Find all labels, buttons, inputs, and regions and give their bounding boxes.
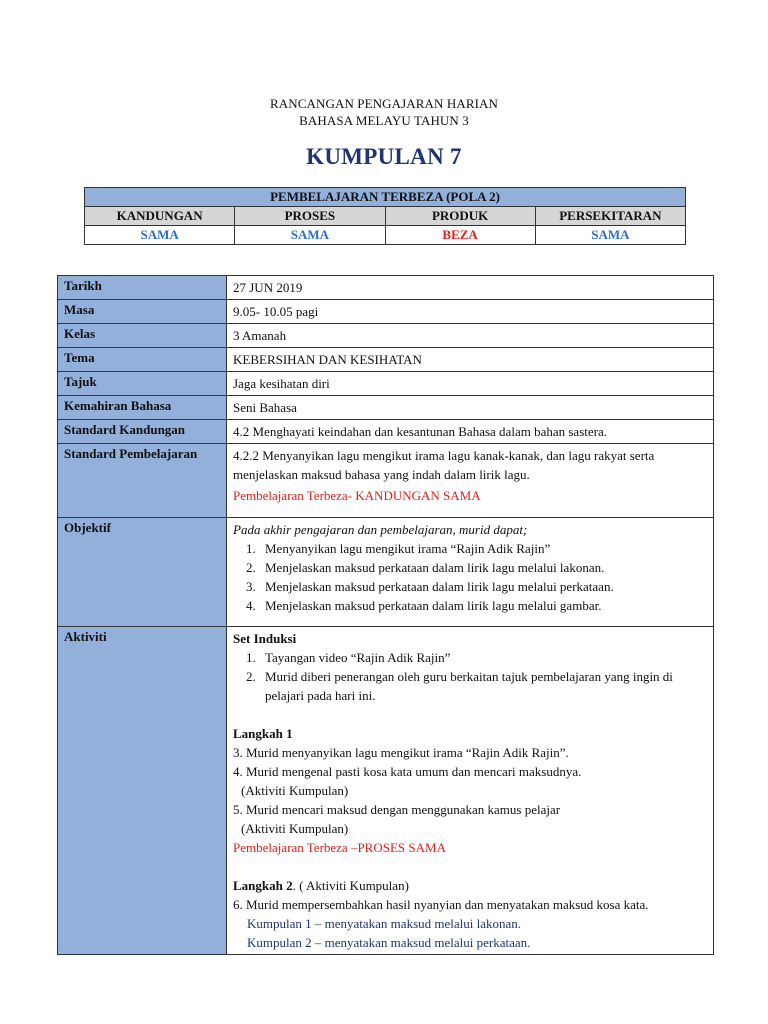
set-induksi-heading: Set Induksi xyxy=(233,631,297,646)
label-kelas: Kelas xyxy=(58,324,227,348)
objektif-item: 2. Menjelaskan maksud perkataan dalam lirik lagu melalui lakonan. xyxy=(259,558,707,577)
label-standard-pembelajaran: Standard Pembelajaran xyxy=(58,444,227,518)
kumpulan-2-line: Kumpulan 2 – menyatakan maksud melalui perkataan. xyxy=(247,935,531,950)
value-standard-kandungan: 4.2 Menghayati keindahan dan kesantunan Bahasa dalam bahan sastera. xyxy=(227,420,714,444)
row-standard-kandungan xyxy=(58,420,714,444)
langkah-1-line: (Aktiviti Kumpulan) xyxy=(241,783,349,798)
langkah-2-heading: Langkah 2 xyxy=(233,878,293,893)
value-kelas: 3 Amanah xyxy=(227,324,714,348)
langkah-2-suffix: . ( Aktiviti Kumpulan) xyxy=(292,878,409,893)
column-header-persekitaran: PERSEKITARAN xyxy=(535,207,685,226)
standard-pembelajaran-text: 4.2.2 Menyanyikan lagu mengikut irama lagu kanak-kanak, dan lagu rakyat serta menjelaskan maksud bahasa yang indah dalam lirik lagu. xyxy=(233,448,655,482)
langkah-2-heading-line xyxy=(233,876,707,895)
objektif-item: 1. Menyanyikan lagu mengikut irama “Rajin Adik Rajin” xyxy=(259,539,707,558)
induksi-item: 1. Tayangan video “Rajin Adik Rajin” xyxy=(259,648,707,667)
label-objektif: Objektif xyxy=(58,518,227,627)
value-proses: SAMA xyxy=(235,226,385,245)
value-masa: 9.05- 10.05 pagi xyxy=(227,300,714,324)
label-tajuk: Tajuk xyxy=(58,372,227,396)
objektif-item: 3. Menjelaskan maksud perkataan dalam lirik lagu melalui perkataan. xyxy=(259,577,707,596)
objektif-intro: Pada akhir pengajaran dan pembelajaran, murid dapat; xyxy=(233,522,528,537)
label-kemahiran-bahasa: Kemahiran Bahasa xyxy=(58,396,227,420)
value-aktiviti xyxy=(227,627,714,955)
row-kemahiran xyxy=(58,396,714,420)
standard-pembelajaran-note: Pembelajaran Terbeza- KANDUNGAN SAMA xyxy=(233,488,481,503)
langkah-1-line: 4. Murid mengenal pasti kosa kata umum dan mencari maksudnya. xyxy=(233,764,582,779)
row-objektif xyxy=(58,518,714,627)
value-kandungan: SAMA xyxy=(85,226,235,245)
objektif-item: 4. Menjelaskan maksud perkataan dalam lirik lagu melalui gambar. xyxy=(259,596,707,615)
row-aktiviti xyxy=(58,627,714,955)
column-header-produk: PRODUK xyxy=(385,207,535,226)
induksi-item: 2. Murid diberi penerangan oleh guru berkaitan tajuk pembelajaran yang ingin di pelajari pada hari ini. xyxy=(259,667,707,705)
langkah-1-note: Pembelajaran Terbeza –PROSES SAMA xyxy=(233,840,446,855)
value-produk: BEZA xyxy=(385,226,535,245)
row-tema xyxy=(58,348,714,372)
label-standard-kandungan: Standard Kandungan xyxy=(58,420,227,444)
row-kelas xyxy=(58,324,714,348)
langkah-1-line: 3. Murid menyanyikan lagu mengikut irama “Rajin Adik Rajin”. xyxy=(233,745,569,760)
doc-header-line2: BAHASA MELAYU TAHUN 3 xyxy=(299,113,469,128)
row-masa xyxy=(58,300,714,324)
column-header-kandungan: KANDUNGAN xyxy=(85,207,235,226)
langkah-1-heading: Langkah 1 xyxy=(233,726,293,741)
value-tema: KEBERSIHAN DAN KESIHATAN xyxy=(227,348,714,372)
differentiated-learning-table xyxy=(84,187,686,245)
differentiated-caption: PEMBELAJARAN TERBEZA (POLA 2) xyxy=(85,188,686,207)
value-objektif xyxy=(227,518,714,627)
langkah-1-line: (Aktiviti Kumpulan) xyxy=(241,821,349,836)
value-persekitaran: SAMA xyxy=(535,226,685,245)
value-standard-pembelajaran xyxy=(227,444,714,518)
doc-header-line1: RANCANGAN PENGAJARAN HARIAN xyxy=(269,96,499,111)
value-tarikh: 27 JUN 2019 xyxy=(227,276,714,300)
kumpulan-1-line: Kumpulan 1 – menyatakan maksud melalui lakonan. xyxy=(247,916,522,931)
label-tarikh: Tarikh xyxy=(58,276,227,300)
label-aktiviti: Aktiviti xyxy=(58,627,227,955)
page-title: KUMPULAN 7 xyxy=(306,144,462,169)
row-standard-pembelajaran xyxy=(58,444,714,518)
row-tajuk xyxy=(58,372,714,396)
lesson-plan-table xyxy=(57,275,714,955)
langkah-1-line: 5. Murid mencari maksud dengan menggunakan kamus pelajar xyxy=(233,802,561,817)
objektif-list xyxy=(233,539,707,615)
column-header-proses: PROSES xyxy=(235,207,385,226)
value-tajuk: Jaga kesihatan diri xyxy=(227,372,714,396)
row-tarikh xyxy=(58,276,714,300)
label-tema: Tema xyxy=(58,348,227,372)
label-masa: Masa xyxy=(58,300,227,324)
value-kemahiran-bahasa: Seni Bahasa xyxy=(227,396,714,420)
induksi-list xyxy=(233,648,707,705)
langkah-2-line: 6. Murid mempersembahkan hasil nyanyian dan menyatakan maksud kosa kata. xyxy=(233,897,649,912)
